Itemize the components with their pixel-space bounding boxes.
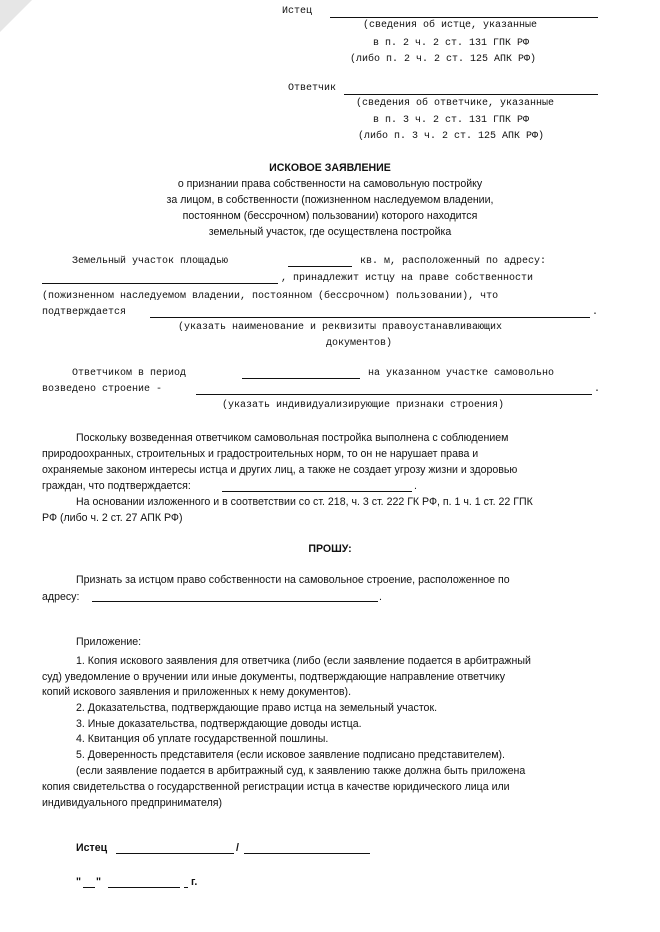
para2-line2: возведено строение - bbox=[42, 384, 163, 395]
para1-line3: (пожизненном наследуемом владении, постоянном (бессрочном) пользовании), что bbox=[42, 291, 499, 302]
appendix-item-1b: суд) уведомление о вручении или иные документы, подтверждающие направление ответчику bbox=[42, 671, 506, 683]
para3-line2: природоохранных, строительных и градостроительных норм, то он не нарушает права и bbox=[42, 448, 479, 460]
appendix-note-1: (если заявление подается в арбитражный суд, к заявлению также должна быть приложена bbox=[76, 765, 526, 777]
para2-hint: (указать индивидуализирующие признаки строения) bbox=[222, 400, 505, 411]
defendant-info-2: в п. 3 ч. 2 ст. 131 ГПК РФ bbox=[373, 115, 530, 126]
appendix-item-4: 4. Квитанция об уплате государственной пошлины. bbox=[76, 733, 329, 745]
docs-blank bbox=[150, 317, 590, 318]
evidence-blank bbox=[222, 491, 412, 492]
defendant-label: Ответчик bbox=[288, 83, 337, 94]
appendix-note-3: индивидуального предпринимателя) bbox=[42, 797, 223, 809]
request-heading: ПРОШУ: bbox=[308, 543, 352, 555]
address-blank bbox=[42, 283, 278, 284]
period-blank bbox=[242, 378, 360, 379]
request-address-blank bbox=[92, 601, 378, 602]
appendix-note-2: копия свидетельства о государственной регистрации истца в качестве юридического лица или bbox=[42, 781, 510, 793]
para3-line4: граждан, что подтверждается: bbox=[42, 480, 191, 492]
plaintiff-info-2: в п. 2 ч. 2 ст. 131 ГПК РФ bbox=[373, 38, 530, 49]
defendant-info-3: (либо п. 3 ч. 2 ст. 125 АПК РФ) bbox=[358, 131, 545, 142]
appendix-item-1a: 1. Копия искового заявления для ответчика (либо (если заявление подается в арбитражный bbox=[76, 655, 531, 667]
para2-line1a: Ответчиком в период bbox=[72, 368, 187, 379]
request-period: . bbox=[379, 591, 382, 603]
document-title: ИСКОВОЕ ЗАЯВЛЕНИЕ bbox=[269, 162, 391, 174]
signature-label: Истец bbox=[76, 842, 108, 854]
signature-slash: / bbox=[236, 842, 239, 854]
para1-hint-2: документов) bbox=[326, 338, 393, 349]
title-sub-2: за лицом, в собственности (пожизненном наследуемом владении, bbox=[166, 194, 494, 206]
appendix-item-1c: копий искового заявления и приложенных к нему документов). bbox=[42, 686, 352, 698]
defendant-line bbox=[344, 94, 598, 95]
para2-line1b: на указанном участке самовольно bbox=[368, 368, 555, 379]
page-fold-corner bbox=[0, 0, 32, 32]
date-quote-open: " bbox=[76, 876, 82, 888]
legal-basis-line1: На основании изложенного и в соответствии со ст. 218, ч. 3 ст. 222 ГК РФ, п. 1 ч. 1 ст. 22 ГПК bbox=[76, 496, 533, 508]
para2-period: . bbox=[594, 384, 601, 395]
para3-line1: Поскольку возведенная ответчиком самовольная постройка выполнена с соблюдением bbox=[76, 432, 509, 444]
para1-line2: , принадлежит истцу на праве собственности bbox=[281, 273, 534, 284]
para1-line4: подтверждается bbox=[42, 307, 127, 318]
para3-period: . bbox=[414, 480, 417, 492]
legal-basis-line2: РФ (либо ч. 2 ст. 27 АПК РФ) bbox=[42, 512, 183, 524]
date-quote-close: " bbox=[96, 876, 102, 888]
appendix-item-5: 5. Доверенность представителя (если исковое заявление подписано представителем). bbox=[76, 749, 505, 761]
plaintiff-info-1: (сведения об истце, указанные bbox=[363, 20, 538, 31]
plaintiff-line bbox=[330, 17, 598, 18]
date-year-blank bbox=[184, 887, 188, 888]
plaintiff-info-3: (либо п. 2 ч. 2 ст. 125 АПК РФ) bbox=[350, 54, 537, 65]
title-sub-4: земельный участок, где осуществлена постройка bbox=[208, 226, 452, 238]
request-line1: Признать за истцом право собственности на самовольное строение, расположенное по bbox=[76, 574, 510, 586]
appendix-item-3: 3. Иные доказательства, подтверждающие доводы истца. bbox=[76, 718, 362, 730]
plaintiff-label: Истец bbox=[282, 6, 313, 17]
appendix-heading: Приложение: bbox=[76, 636, 142, 648]
para3-line3: охраняемые законом интересы истца и других лиц, а также не создает угрозу жизни и здоровью bbox=[42, 464, 518, 476]
appendix-item-2: 2. Доказательства, подтверждающие право истца на земельный участок. bbox=[76, 702, 438, 714]
para1-line1a: Земельный участок площадью bbox=[72, 256, 229, 267]
para1-hint-1: (указать наименование и реквизиты правоустанавливающих bbox=[178, 322, 503, 333]
area-blank bbox=[288, 266, 352, 267]
signature-blank bbox=[116, 853, 234, 854]
title-sub-3: постоянном (бессрочном) пользовании) которого находится bbox=[182, 210, 478, 222]
date-year-suffix: г. bbox=[191, 876, 198, 888]
para1-period: . bbox=[592, 307, 599, 318]
request-line2: адресу: bbox=[42, 591, 80, 603]
date-day-blank bbox=[83, 887, 95, 888]
defendant-info-1: (сведения об ответчике, указанные bbox=[356, 98, 555, 109]
signature-name-blank bbox=[244, 853, 370, 854]
para1-line1b: кв. м, расположенный по адресу: bbox=[360, 256, 547, 267]
title-sub-1: о признании права собственности на самовольную постройку bbox=[177, 178, 483, 190]
date-month-blank bbox=[108, 887, 180, 888]
building-blank bbox=[196, 394, 592, 395]
